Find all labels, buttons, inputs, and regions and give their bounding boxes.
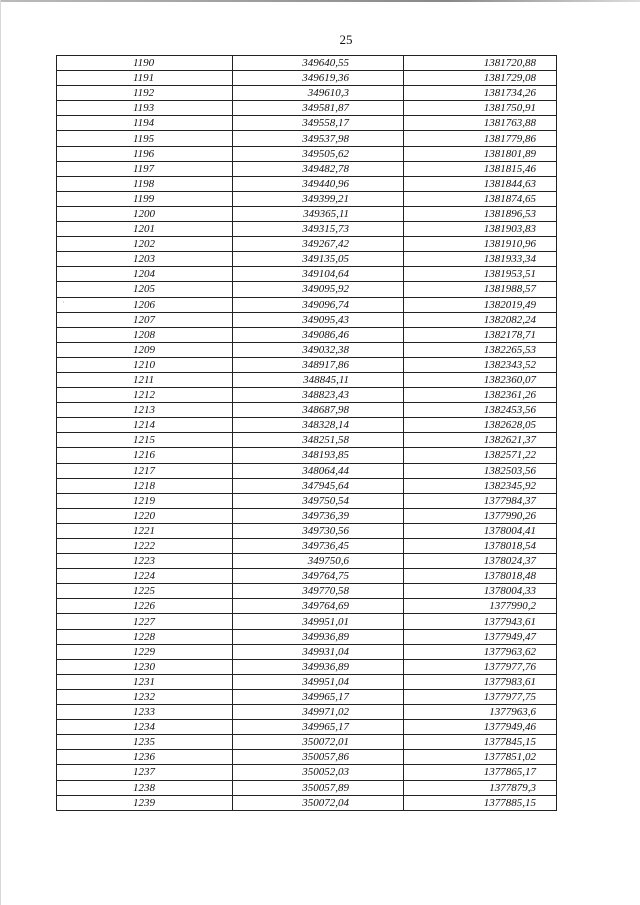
- point-number-cell: 1201: [57, 222, 233, 237]
- table-row: [57, 131, 557, 146]
- x-coordinate-cell: 349365,11: [233, 206, 404, 221]
- point-number-cell: 1228: [57, 629, 233, 644]
- x-coordinate-cell: 349965,17: [233, 689, 404, 704]
- point-number-cell: 1212: [57, 388, 233, 403]
- point-number-cell: 1235: [57, 735, 233, 750]
- point-number-cell: 1226: [57, 599, 233, 614]
- point-number-cell: 1209: [57, 342, 233, 357]
- table-row: [57, 750, 557, 765]
- table-row: [57, 176, 557, 191]
- y-coordinate-cell: 1381903,83: [404, 222, 557, 237]
- y-coordinate-cell: 1381988,57: [404, 282, 557, 297]
- table-row: [57, 403, 557, 418]
- x-coordinate-cell: 350057,86: [233, 750, 404, 765]
- y-coordinate-cell: 1382628,05: [404, 418, 557, 433]
- coordinates-table-body: [57, 56, 557, 811]
- page-number: 25: [339, 32, 353, 47]
- point-number-cell: 1192: [57, 86, 233, 101]
- point-number-cell: 1227: [57, 614, 233, 629]
- point-number-cell: 1225: [57, 584, 233, 599]
- table-row: [57, 463, 557, 478]
- point-number-cell: 1221: [57, 523, 233, 538]
- y-coordinate-cell: 1382360,07: [404, 372, 557, 387]
- point-number-cell: 1220: [57, 508, 233, 523]
- x-coordinate-cell: 349640,55: [233, 56, 404, 71]
- point-number-cell: 1207: [57, 312, 233, 327]
- point-number-cell: 1238: [57, 780, 233, 795]
- y-coordinate-cell: 1377943,61: [404, 614, 557, 629]
- table-row: [57, 161, 557, 176]
- x-coordinate-cell: 349104,64: [233, 267, 404, 282]
- point-number-cell: 1198: [57, 176, 233, 191]
- scan-left-edge: [0, 0, 1, 905]
- x-coordinate-cell: 349736,45: [233, 539, 404, 554]
- point-number-cell: 1232: [57, 689, 233, 704]
- table-row: [57, 614, 557, 629]
- x-coordinate-cell: 349770,58: [233, 584, 404, 599]
- y-coordinate-cell: 1382453,56: [404, 403, 557, 418]
- table-row: [57, 629, 557, 644]
- x-coordinate-cell: 349537,98: [233, 131, 404, 146]
- x-coordinate-cell: 349951,01: [233, 614, 404, 629]
- point-number-cell: 1191: [57, 71, 233, 86]
- x-coordinate-cell: 350052,03: [233, 765, 404, 780]
- x-coordinate-cell: 349750,6: [233, 554, 404, 569]
- x-coordinate-cell: 349936,89: [233, 629, 404, 644]
- point-number-cell: 1194: [57, 116, 233, 131]
- y-coordinate-cell: 1378024,37: [404, 554, 557, 569]
- y-coordinate-cell: 1382621,37: [404, 433, 557, 448]
- x-coordinate-cell: 350057,89: [233, 780, 404, 795]
- x-coordinate-cell: 349482,78: [233, 161, 404, 176]
- x-coordinate-cell: 350072,01: [233, 735, 404, 750]
- x-coordinate-cell: 349750,54: [233, 493, 404, 508]
- y-coordinate-cell: 1381896,53: [404, 206, 557, 221]
- table-row: [57, 689, 557, 704]
- x-coordinate-cell: 349931,04: [233, 644, 404, 659]
- y-coordinate-cell: 1377977,76: [404, 659, 557, 674]
- table-row: [57, 282, 557, 297]
- table-row: [57, 780, 557, 795]
- table-row: [57, 191, 557, 206]
- x-coordinate-cell: 349581,87: [233, 101, 404, 116]
- x-coordinate-cell: 349315,73: [233, 222, 404, 237]
- y-coordinate-cell: 1382265,53: [404, 342, 557, 357]
- point-number-cell: 1215: [57, 433, 233, 448]
- table-row: [57, 674, 557, 689]
- y-coordinate-cell: 1381953,51: [404, 267, 557, 282]
- point-number-cell: 1213: [57, 403, 233, 418]
- table-row: [57, 554, 557, 569]
- table-row: [57, 539, 557, 554]
- x-coordinate-cell: 348193,85: [233, 448, 404, 463]
- y-coordinate-cell: 1377990,2: [404, 599, 557, 614]
- point-number-cell: 1239: [57, 795, 233, 810]
- table-row: [57, 267, 557, 282]
- y-coordinate-cell: 1377949,46: [404, 720, 557, 735]
- point-number-cell: 1210: [57, 357, 233, 372]
- scan-top-edge: [0, 0, 640, 2]
- x-coordinate-cell: 349764,69: [233, 599, 404, 614]
- x-coordinate-cell: 348251,58: [233, 433, 404, 448]
- x-coordinate-cell: 349558,17: [233, 116, 404, 131]
- y-coordinate-cell: 1382503,56: [404, 463, 557, 478]
- point-number-cell: 1224: [57, 569, 233, 584]
- x-coordinate-cell: 349764,75: [233, 569, 404, 584]
- x-coordinate-cell: 350072,04: [233, 795, 404, 810]
- x-coordinate-cell: 348064,44: [233, 463, 404, 478]
- table-row: [57, 508, 557, 523]
- x-coordinate-cell: 349965,17: [233, 720, 404, 735]
- y-coordinate-cell: 1381801,89: [404, 146, 557, 161]
- table-row: [57, 71, 557, 86]
- table-row: [57, 795, 557, 810]
- table-row: [57, 237, 557, 252]
- x-coordinate-cell: 348328,14: [233, 418, 404, 433]
- x-coordinate-cell: 347945,64: [233, 478, 404, 493]
- point-number-cell: 1217: [57, 463, 233, 478]
- point-number-cell: 1216: [57, 448, 233, 463]
- point-number-cell: 1195: [57, 131, 233, 146]
- point-number-cell: 1200: [57, 206, 233, 221]
- x-coordinate-cell: 349730,56: [233, 523, 404, 538]
- point-number-cell: 1197: [57, 161, 233, 176]
- y-coordinate-cell: 1382343,52: [404, 357, 557, 372]
- point-number-cell: 1199: [57, 191, 233, 206]
- y-coordinate-cell: 1377879,3: [404, 780, 557, 795]
- y-coordinate-cell: 1377977,75: [404, 689, 557, 704]
- coordinates-table: [56, 55, 557, 811]
- table-row: [57, 86, 557, 101]
- table-row: [57, 56, 557, 71]
- point-number-cell: 1204: [57, 267, 233, 282]
- table-row: [57, 644, 557, 659]
- y-coordinate-cell: 1377963,62: [404, 644, 557, 659]
- x-coordinate-cell: 348687,98: [233, 403, 404, 418]
- point-number-cell: 1230: [57, 659, 233, 674]
- y-coordinate-cell: 1377949,47: [404, 629, 557, 644]
- x-coordinate-cell: 349971,02: [233, 705, 404, 720]
- point-number-cell: 1205: [57, 282, 233, 297]
- y-coordinate-cell: 1381720,88: [404, 56, 557, 71]
- y-coordinate-cell: 1382178,71: [404, 327, 557, 342]
- x-coordinate-cell: 349095,92: [233, 282, 404, 297]
- x-coordinate-cell: 349505,62: [233, 146, 404, 161]
- x-coordinate-cell: 349135,05: [233, 252, 404, 267]
- table-row: [57, 222, 557, 237]
- table-row: [57, 116, 557, 131]
- y-coordinate-cell: 1377963,6: [404, 705, 557, 720]
- y-coordinate-cell: 1378004,33: [404, 584, 557, 599]
- table-row: [57, 584, 557, 599]
- x-coordinate-cell: 349086,46: [233, 327, 404, 342]
- y-coordinate-cell: 1381815,46: [404, 161, 557, 176]
- x-coordinate-cell: 348823,43: [233, 388, 404, 403]
- scan-speck: ·: [62, 298, 65, 307]
- table-row: [57, 312, 557, 327]
- table-row: [57, 327, 557, 342]
- point-number-cell: 1218: [57, 478, 233, 493]
- point-number-cell: 1222: [57, 539, 233, 554]
- table-row: [57, 569, 557, 584]
- point-number-cell: 1208: [57, 327, 233, 342]
- y-coordinate-cell: 1377865,17: [404, 765, 557, 780]
- y-coordinate-cell: 1381729,08: [404, 71, 557, 86]
- point-number-cell: 1214: [57, 418, 233, 433]
- table-row: [57, 206, 557, 221]
- x-coordinate-cell: 349399,21: [233, 191, 404, 206]
- y-coordinate-cell: 1377984,37: [404, 493, 557, 508]
- point-number-cell: 1203: [57, 252, 233, 267]
- point-number-cell: 1229: [57, 644, 233, 659]
- table-row: [57, 735, 557, 750]
- x-coordinate-cell: 349736,39: [233, 508, 404, 523]
- point-number-cell: 1196: [57, 146, 233, 161]
- x-coordinate-cell: 349619,36: [233, 71, 404, 86]
- table-row: [57, 599, 557, 614]
- x-coordinate-cell: 349440,96: [233, 176, 404, 191]
- y-coordinate-cell: 1377983,61: [404, 674, 557, 689]
- table-row: [57, 297, 557, 312]
- y-coordinate-cell: 1381750,91: [404, 101, 557, 116]
- table-row: [57, 478, 557, 493]
- table-row: [57, 418, 557, 433]
- table-row: [57, 523, 557, 538]
- point-number-cell: 1237: [57, 765, 233, 780]
- y-coordinate-cell: 1382361,26: [404, 388, 557, 403]
- point-number-cell: 1236: [57, 750, 233, 765]
- y-coordinate-cell: 1381844,63: [404, 176, 557, 191]
- y-coordinate-cell: 1382345,92: [404, 478, 557, 493]
- table-row: [57, 765, 557, 780]
- y-coordinate-cell: 1377885,15: [404, 795, 557, 810]
- x-coordinate-cell: 349096,74: [233, 297, 404, 312]
- point-number-cell: 1193: [57, 101, 233, 116]
- table-row: [57, 101, 557, 116]
- x-coordinate-cell: 348845,11: [233, 372, 404, 387]
- point-number-cell: 1223: [57, 554, 233, 569]
- point-number-cell: 1190: [57, 56, 233, 71]
- table-row: [57, 493, 557, 508]
- x-coordinate-cell: 348917,86: [233, 357, 404, 372]
- table-row: [57, 342, 557, 357]
- y-coordinate-cell: 1378004,41: [404, 523, 557, 538]
- x-coordinate-cell: 349936,89: [233, 659, 404, 674]
- table-row: [57, 388, 557, 403]
- table-row: [57, 448, 557, 463]
- table-row: [57, 146, 557, 161]
- x-coordinate-cell: 349267,42: [233, 237, 404, 252]
- y-coordinate-cell: 1377990,26: [404, 508, 557, 523]
- table-row: [57, 720, 557, 735]
- table-row: [57, 433, 557, 448]
- y-coordinate-cell: 1378018,48: [404, 569, 557, 584]
- table-row: [57, 659, 557, 674]
- point-number-cell: 1234: [57, 720, 233, 735]
- x-coordinate-cell: 349095,43: [233, 312, 404, 327]
- y-coordinate-cell: 1382571,22: [404, 448, 557, 463]
- x-coordinate-cell: 349610,3: [233, 86, 404, 101]
- table-row: [57, 357, 557, 372]
- table-row: [57, 252, 557, 267]
- y-coordinate-cell: 1381910,96: [404, 237, 557, 252]
- y-coordinate-cell: 1381734,26: [404, 86, 557, 101]
- point-number-cell: 1211: [57, 372, 233, 387]
- table-row: [57, 372, 557, 387]
- y-coordinate-cell: 1381933,34: [404, 252, 557, 267]
- table-row: [57, 705, 557, 720]
- y-coordinate-cell: 1378018,54: [404, 539, 557, 554]
- y-coordinate-cell: 1377851,02: [404, 750, 557, 765]
- y-coordinate-cell: 1382082,24: [404, 312, 557, 327]
- point-number-cell: 1233: [57, 705, 233, 720]
- y-coordinate-cell: 1381779,86: [404, 131, 557, 146]
- y-coordinate-cell: 1377845,15: [404, 735, 557, 750]
- point-number-cell: 1206: [57, 297, 233, 312]
- x-coordinate-cell: 349951,04: [233, 674, 404, 689]
- x-coordinate-cell: 349032,38: [233, 342, 404, 357]
- point-number-cell: 1219: [57, 493, 233, 508]
- y-coordinate-cell: 1381874,65: [404, 191, 557, 206]
- point-number-cell: 1231: [57, 674, 233, 689]
- point-number-cell: 1202: [57, 237, 233, 252]
- y-coordinate-cell: 1382019,49: [404, 297, 557, 312]
- y-coordinate-cell: 1381763,88: [404, 116, 557, 131]
